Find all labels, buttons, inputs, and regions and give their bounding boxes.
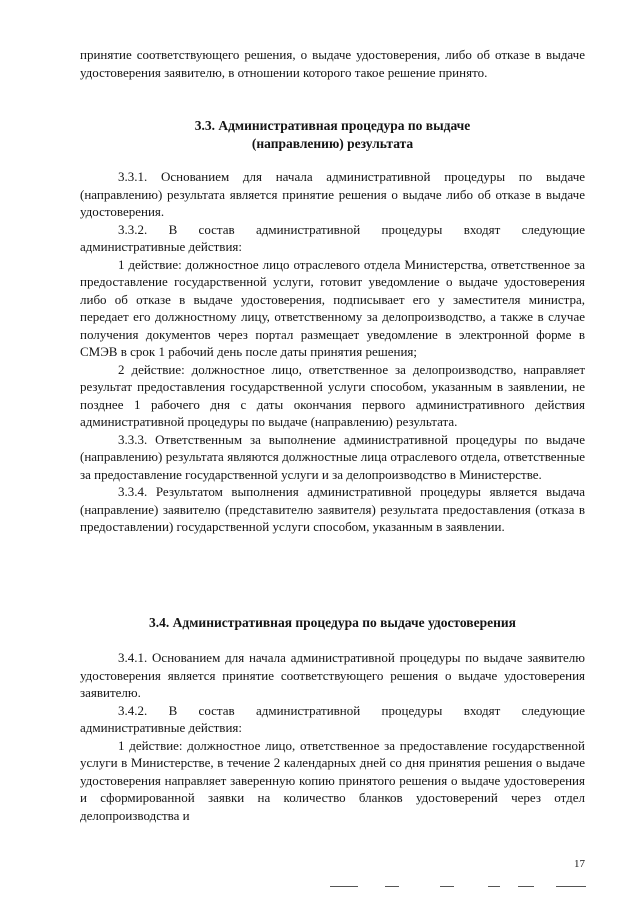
paragraph-3-4-1: 3.4.1. Основанием для начала административной процедуры по выдаче заявителю удостоверения является принятие соответствующего решения о выдаче удостоверения заявителю. <box>80 650 585 700</box>
section-3-3-heading <box>80 117 585 153</box>
scan-artifact-line <box>330 886 358 887</box>
section-3-4-heading: 3.4. Административная процедура по выдаче удостоверения <box>149 615 516 630</box>
paragraph-3-4-2-action-1: 1 действие: должностное лицо, ответственное за предоставление государственной услуги в Министерстве, в течение 2 календарных дней со дня принятия решения о выдаче удостоверения направляет заверенную копию принятого решения о выдаче удостоверения и сформированной заявки на количество бланков удостоверений через отдел делопроизводства и <box>80 737 585 823</box>
section-3-4-body <box>80 649 585 824</box>
section-3-3-heading-line2: (направлению) результата <box>251 136 414 151</box>
scan-artifact-line <box>518 886 534 887</box>
paragraph-3-3-1: 3.3.1. Основанием для начала административной процедуры по выдаче (направлению) результата является принятие решения о выдаче либо об отказе в выдаче удостоверения. <box>80 169 585 219</box>
paragraph-3-3-2: 3.3.2. В состав административной процедуры входят следующие административные действия: <box>80 221 585 254</box>
section-3-3-heading-line1: 3.3. Административная процедура по выдаче <box>194 118 471 133</box>
page-number: 17 <box>574 858 585 870</box>
scan-artifact-line <box>440 886 454 887</box>
paragraph-3-3-3: 3.3.3. Ответственным за выполнение административной процедуры по выдаче (направлению) результата являются должностные лица отраслевого отдела, ответственные за предоставление государственной услуги и за делопроизводство в Министерстве. <box>80 431 585 482</box>
intro-paragraph: принятие соответствующего решения, о выдаче удостоверения, либо об отказе в выдаче удостоверения заявителю, в отношении которого такое решение принято. <box>80 47 585 80</box>
intro-paragraph-block <box>80 46 585 81</box>
paragraph-3-3-4: 3.3.4. Результатом выполнения административной процедуры является выдача (направление) заявителю (представителю заявителя) результата предоставления (отказа в предоставлении) государственной услуги способом, указанным в заявлении. <box>80 484 585 534</box>
section-3-3-body <box>80 168 585 536</box>
scan-artifact-line <box>488 886 500 887</box>
paragraph-3-4-2: 3.4.2. В состав административной процедуры входят следующие административные действия: <box>80 702 585 735</box>
paragraph-3-3-2-action-1: 1 действие: должностное лицо отраслевого отдела Министерства, ответственное за предоставление государственной услуги, готовит уведомление о выдаче удостоверения либо об отказе в выдаче удостоверения, подписывает его у заместителя министра, передает его должностному лицу, ответственному за делопроизводство, а также в случае получения документов через портал размещает уведомление в электронной форме в СМЭВ в срок 1 рабочий день после даты принятия решения; <box>80 256 585 359</box>
scan-artifact-line <box>556 886 586 887</box>
paragraph-3-3-2-action-2: 2 действие: должностное лицо, ответственное за делопроизводство, направляет результат предоставления государственной услуги способом, указанным в заявлении, не позднее 1 рабочего дня с даты окончания первого административного действия административной процедуры по выдаче (направлению) результата. <box>80 361 585 429</box>
scan-artifact-line <box>385 886 399 887</box>
